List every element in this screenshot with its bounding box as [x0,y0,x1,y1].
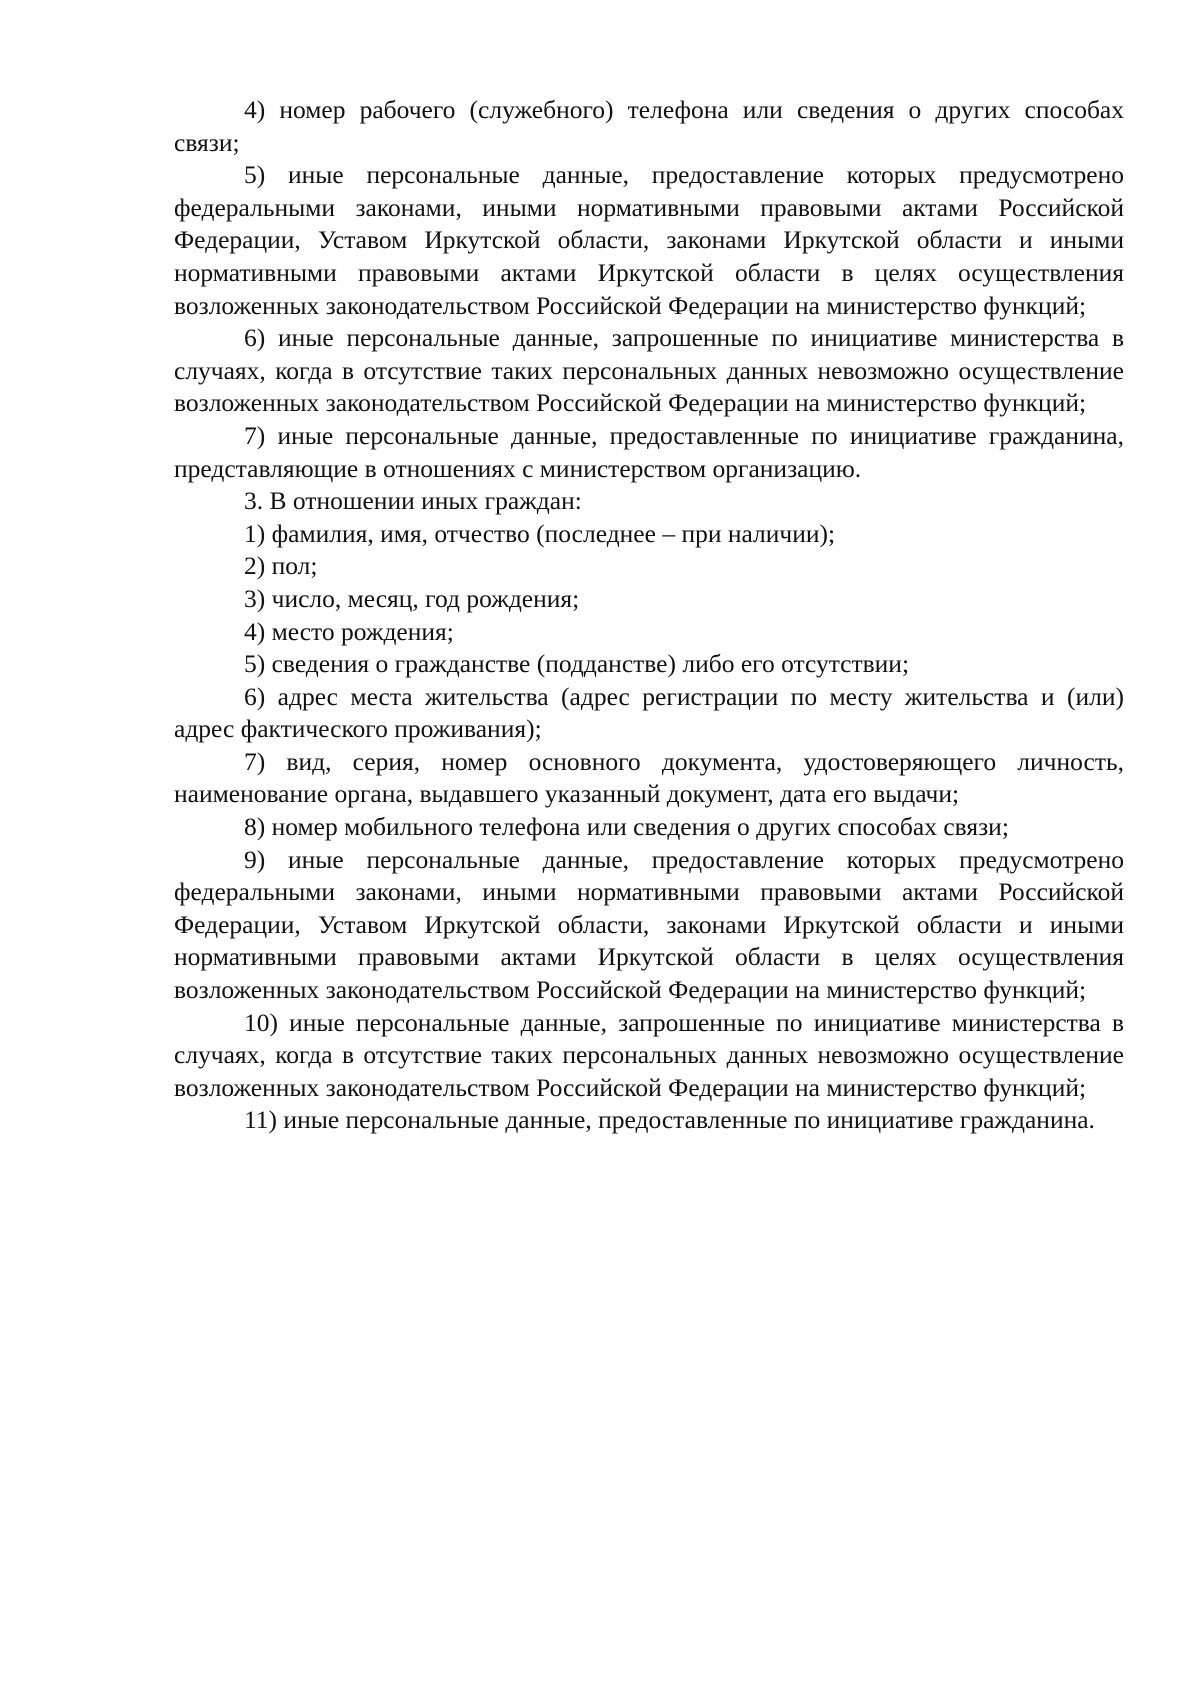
paragraph-item-9-other-data: 9) иные персональные данные, предоставление которых предусмотрено федеральными законами, иными нормативными правовыми актами Российской Федерации, Уставом Иркутской области, законами Иркутской области и иными нормативными правовыми актами Иркутской области в целях осуществления возложенных законодательством Российской Федерации на министерство функций; [174,844,1124,1005]
paragraph-item-7-provided-data: 7) иные персональные данные, предоставленные по инициативе гражданина, представляющие в отношениях с министерством организацию. [174,420,1124,483]
paragraph-item-2-sex: 2) пол; [244,551,318,581]
paragraph-item-11-provided-data: 11) иные персональные данные, предоставленные по инициативе гражданина. [244,1105,1095,1135]
paragraph-item-5-other-data: 5) иные персональные данные, предоставление которых предусмотрено федеральными законами, иными нормативными правовыми актами Российской Федерации, Уставом Иркутской области, законами Иркутской области и иными нормативными правовыми актами Иркутской области в целях осуществления возложенных законодательством Российской Федерации на министерство функций; [174,160,1124,320]
section-heading-other-citizens: 3. В отношении иных граждан: [244,486,582,516]
paragraph-item-4-birth-place: 4) место рождения; [244,616,454,646]
document-body [174,94,1124,1137]
paragraph-item-7-id-document: 7) вид, серия, номер основного документа, удостоверяющего личность, наименование органа, выдавшего указанный документ, дата его выдачи; [174,746,1124,809]
paragraph-item-8-mobile-phone: 8) номер мобильного телефона или сведения о других способах связи; [244,812,1009,842]
paragraph-item-6-requested-data: 6) иные персональные данные, запрошенные по инициативе министерства в случаях, когда в отсутствие таких персональных данных невозможно осуществление возложенных законодательством Российской Федерации на министерство функций; [174,323,1124,418]
paragraph-item-6-address: 6) адрес места жительства (адрес регистрации по месту жительства и (или) адрес фактического проживания); [174,681,1124,744]
paragraph-item-5-citizenship: 5) сведения о гражданстве (подданстве) либо его отсутствии; [244,649,910,679]
paragraph-item-3-birth-date: 3) число, месяц, год рождения; [244,583,580,613]
paragraph-item-10-requested-data: 10) иные персональные данные, запрошенные по инициативе министерства в случаях, когда в отсутствие таких персональных данных невозможно осуществление возложенных законодательством Российской Федерации на министерство функций; [174,1007,1124,1102]
paragraph-item-1-full-name: 1) фамилия, имя, отчество (последнее – при наличии); [244,518,836,548]
paragraph-item-4-phone: 4) номер рабочего (служебного) телефона или сведения о других способах связи; [174,95,1124,157]
